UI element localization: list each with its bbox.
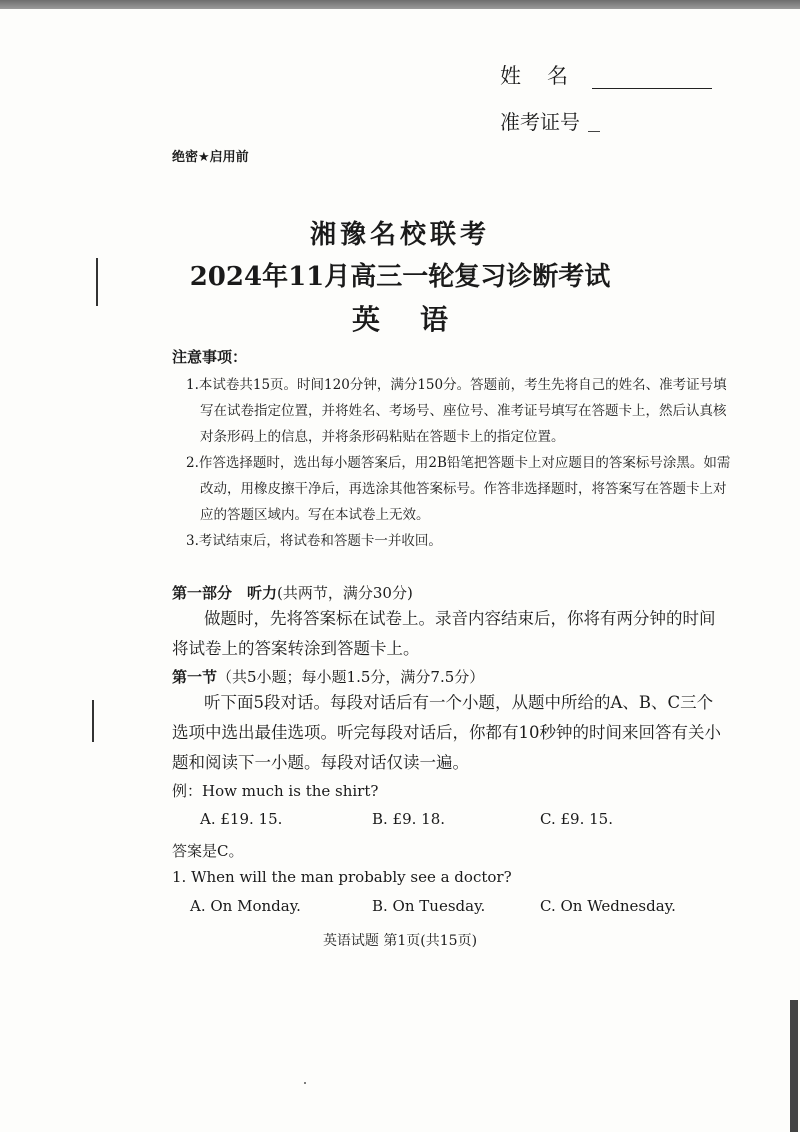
exam-title-name: 2024年11月高三一轮复习诊断考试 — [189, 262, 611, 292]
notice-item: 2.作答选择题时，选出每小题答案后，用2B铅笔把答题卡上对应题目的答案标号涂黑。如需改动，用橡皮擦干净后，再选涂其他答案标号。作答非选择题时，将答案写在答题卡上对应的答题区域内。写在本试卷上无效。 — [186, 455, 731, 523]
scan-edge-mark — [790, 1000, 798, 1132]
page-footer: 英语试题 第1页(共15页) — [322, 933, 478, 949]
confidential-label: 绝密★启用前 — [172, 150, 249, 165]
question-1-option-c: C. On Wednesday. — [540, 897, 676, 915]
example-option-c: C. £9. 15. — [540, 810, 613, 828]
name-label: 姓名 — [500, 64, 594, 88]
section1-instruction: 听下面5段对话。每段对话后有一个小题，从题中所给的A、B、C三个选项中选出最佳选项。听完每段对话后，你都有10秒钟的时间来回答有关小题和阅读下一小题。每段对话仅读一遍。 — [172, 693, 721, 772]
name-field-line[interactable] — [592, 88, 712, 89]
example-option-a: A. £19. 15. — [200, 810, 283, 828]
question-1-option-a: A. On Monday. — [190, 897, 301, 915]
scan-speck — [304, 1082, 306, 1084]
part1-title: 第一部分 听力 — [172, 584, 278, 602]
notice-item: 3.考试结束后，将试卷和答题卡一并收回。 — [186, 533, 442, 549]
question-1-option-b: B. On Tuesday. — [372, 897, 486, 915]
section1-score: （共5小题；每小题1.5分，满分7.5分） — [217, 668, 485, 686]
exam-title-org: 湘豫名校联考 — [309, 220, 490, 250]
notice-item: 1.本试卷共15页。时间120分钟，满分150分。答题前，考生先将自己的姓名、准考证号填写在试卷指定位置，并将姓名、考场号、座位号、准考证号填写在答题卡上，然后认真核对条形码上的信息，并将条形码粘贴在答题卡上的指定位置。 — [186, 377, 727, 445]
section1-title: 第一节 — [172, 668, 218, 686]
example-answer: 答案是C。 — [172, 842, 244, 860]
part1-instruction: 做题时，先将答案标在试卷上。录音内容结束后，你将有两分钟的时间将试卷上的答案转涂到答题卡上。 — [172, 609, 716, 658]
exam-id-label: 准考证号 — [500, 110, 580, 134]
example-option-b: B. £9. 18. — [372, 810, 446, 828]
section1-heading — [172, 666, 484, 687]
part1-score: (共两节，满分30分) — [277, 584, 413, 602]
example-question: 例：How much is the shirt? — [172, 782, 379, 800]
part1-heading — [172, 582, 413, 603]
exam-subject: 英语 — [351, 303, 488, 336]
notice-heading: 注意事项： — [172, 348, 248, 366]
question-1: 1. When will the man probably see a doctor? — [172, 868, 512, 886]
scan-edge-mark — [92, 700, 94, 742]
scan-top-border — [0, 0, 800, 9]
exam-id-field-line[interactable] — [588, 131, 600, 132]
